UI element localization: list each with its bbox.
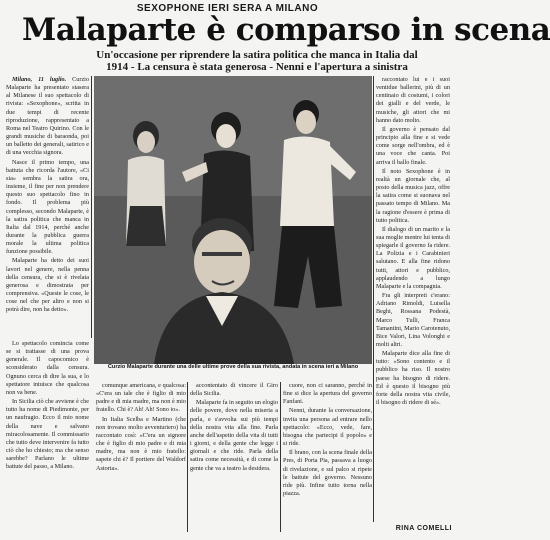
left-paragraph-1: Curzio Malaparte ha presentato stasera al Milanese il suo spettacolo di rivista: «Sexophone», scritta in due tempi di recente riproduzione, rappresentato a Roma nel Teatro Quirino. Con le grandi musiche di baraonda, poi un balletto dei generali, satirico e di una vecchia signora. <box>6 76 89 157</box>
bottom1-paragraph-1: Lo spettacolo comincia come se si trattasse di una prova generale. Il capocomico è sconsiderato dalla censura. Ognuno cerca di dire la sua, e lo spettatore intuisce che qualcosa non va bene. <box>6 340 89 396</box>
article-column-right <box>376 76 450 522</box>
bottom4-paragraph-1: cuore, non ci saranno, perché in fine si dice la apertura del governo Fanfani. <box>283 382 372 406</box>
right-paragraph-4: Il dialogo di un marito e la sua moglie mentre lui tenta di spiegarle il governo fa ridere. La Polizia e i Carabinieri salutano. E alla fine ridono tutti, attori e pubblico, applaudendo a lungo Malaparte e la compagnia. <box>376 225 450 290</box>
article-column-bottom-2 <box>96 382 186 534</box>
bottom2-paragraph-1: comunque americana, e qualcosa: «C'era un tale che è figlio di mio padre e di mia madre, ma non è mio fratello. Chi è? Ah! Ah! Sono io». <box>96 382 186 414</box>
right-paragraph-3: Il noto Sexophone è in realtà un giornale che, al posto della musica jazz, offre la satira come si suonava nel passato tempo di Milano. Ma la ragione d'essere è prima di tutto politica. <box>376 167 450 224</box>
article-kicker: SEXOPHONE IERI SERA A MILANO <box>136 3 319 14</box>
article-photo <box>94 76 372 364</box>
right-paragraph-5: Fra gli interpreti c'erano: Adriano Rimoldi, Luisella Beghi, Rossana Podestà, Marco Tulli, Franca Tamantini, Mario Carotenuto, Bice Valori, Lina Volonghi e molti altri. <box>376 292 450 348</box>
article-deck <box>62 49 452 73</box>
article-headline: Malaparte è comparso in scena <box>22 12 550 48</box>
author-signature: RINA COMELLI <box>395 525 452 532</box>
left-paragraph-3: Malaparte ha detto dei suoi lavori nel genere, nella penna della censura, che si è rivelata generosa e dimostrata per comprensiva. «Queste le cose, le cose nel che per altro e non si potrà dire, non ha detto». <box>6 257 89 314</box>
article-dateline: Milano, 11 luglio. <box>12 76 67 83</box>
right-paragraph-1: raccontato lui e i suoi ventidue ballerini, più di un centinaio di costumi, i colori dei gialli e del verde, le musiche, gli attori che mi hanno dato molto. <box>376 76 450 124</box>
article-column-bottom-4 <box>283 382 372 534</box>
bottom2-paragraph-2: In Italia Scelba e Martino (che non trovano molto avventuriero) ha raccontato così: «C'era un signore che è figlio di mio padre e di mia madre, ma non è mio fratello: sapete chi è? Il portiere del Waldorf Astoria». <box>96 415 186 472</box>
left-paragraph-2: Nasce il primo tempo, una battuta che ricorda l'autore, «Ci sia» sembra la satira ora, insieme, il fine per non prendere questo suo spettacolo fino in fondo. Il problema più complesso, secondo Malaparte, è la satira politica che manca in Italia dal 1914, perché anche durante la pubblica guerra morale la ultima politica funzione possibile. <box>6 158 89 256</box>
column-divider <box>91 76 92 338</box>
bottom3-paragraph-1: accontentato di vincere il Giro della Sicilia. <box>190 382 278 398</box>
deck-line-2: 1914 - La censura è stata generosa - Nenni e l'apertura a sinistra <box>106 61 408 73</box>
deck-line-1: Un'occasione per riprendere la satira politica che manca in Italia dal <box>96 49 418 61</box>
bottom4-paragraph-3: Il brano, con la scena finale della Pres, di Porta Pia, passava a luogo di rivelazione, e sul palco si ripete le battute del governo. Nessuno ride più. Infine tutto torna nella piazza. <box>283 449 372 498</box>
article-column-bottom-1 <box>6 340 89 536</box>
right-paragraph-2: Il governo è pensato dal principio alla fine e si vede come sorge nell'ombra, ed è una voce che canta. Poi arriva il ballo finale. <box>376 125 450 166</box>
bottom1-paragraph-2: In Sicilia ciò che avviene è che tutto ha nome di Piedimonte, per un naufragio. Ecco il mio nome della nave e salvano miracolosamente. Il commissario che tutto deve intervenire fa tutto ciò che ho chiesto; ma che senso sarebbe? Parlano le ultime battute del passo, a Milano. <box>6 398 89 471</box>
photo-illustration <box>94 76 372 364</box>
column-divider <box>280 382 281 532</box>
column-divider <box>187 382 188 532</box>
article-column-left <box>6 76 89 338</box>
bottom3-paragraph-2: Malaparte fa in seguito un elogio delle povere, dove nella miseria a parla, e s'avvolta sui più tempi della nostra vita alla fine. Parla anche dell'aspetto della vita di tutti i giorni, e della gente che legge i giornali e che ride. Parla della satira come necessità, e di come la gente che va a teatro la desidera. <box>190 399 278 472</box>
right-paragraph-6: Malaparte dice alla fine di tutto: «Sono contento e il pubblico ha riso. Il nostro paese ha bisogno di ridere. Ed è questo il bisogno più forte della nostra vita civile, il bisogno di ridere di sé». <box>376 350 450 407</box>
bottom4-paragraph-2: Nenni, durante la conversazione, invita una persona ad entrare nello spettacolo: «Ecco, vede, fare, bisogna che partecipi il popolo» e si ride. <box>283 407 372 448</box>
column-divider <box>373 76 374 522</box>
article-column-bottom-3 <box>190 382 278 534</box>
photo-caption: Curzio Malaparte durante una delle ultime prove della sua rivista, andata in scena ieri a Milano <box>107 364 359 370</box>
